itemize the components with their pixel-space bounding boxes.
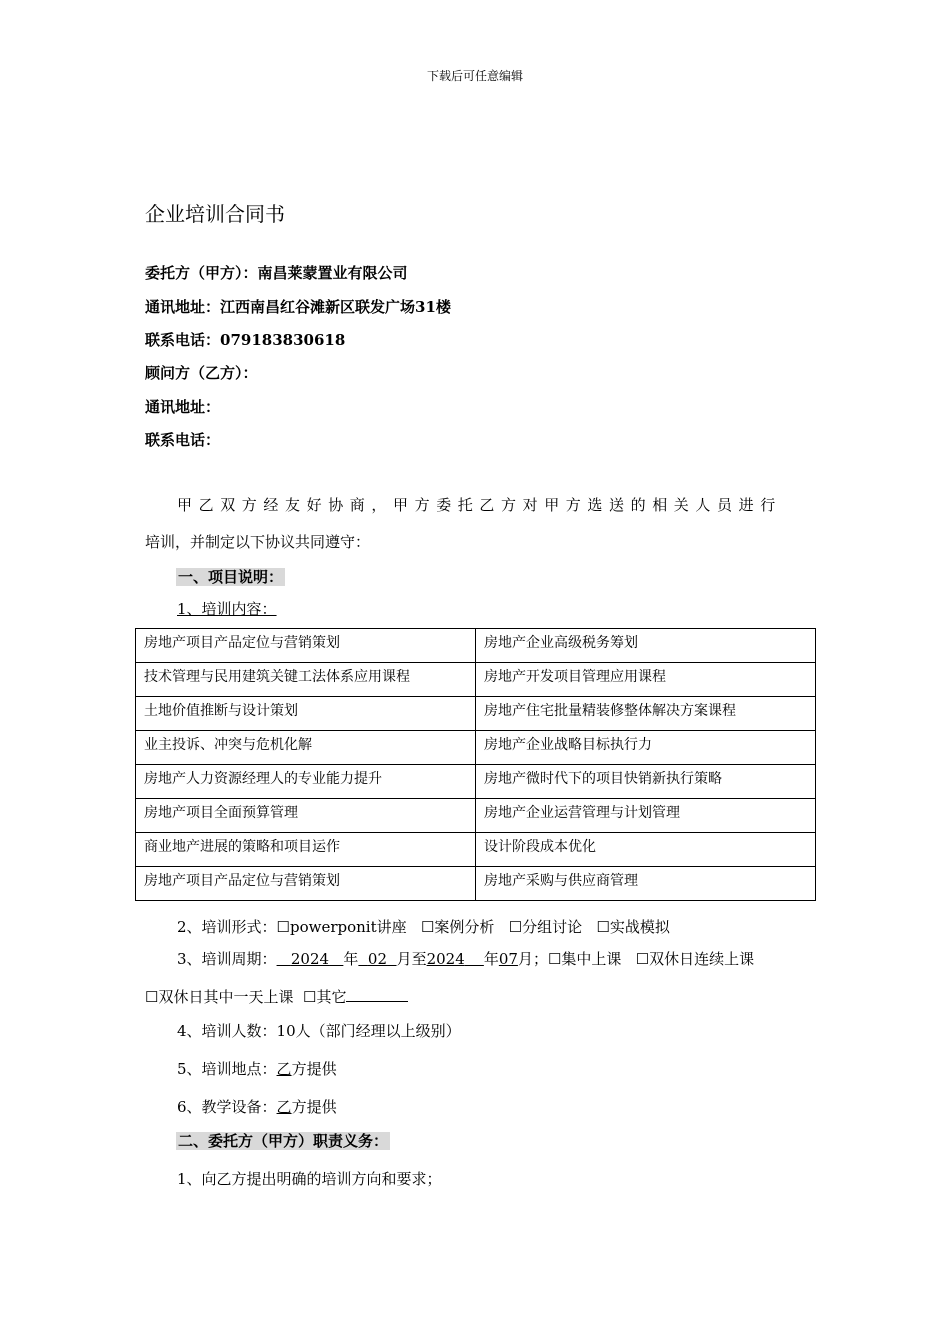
training-count: 4、培训人数：10人（部门经理以上级别） [177, 1022, 461, 1040]
section-1-heading-wrap [176, 566, 285, 587]
training-period-line [177, 948, 754, 969]
party-b-address-label: 通讯地址： [145, 398, 221, 416]
party-a-address-line [145, 296, 451, 317]
course-cell: 房地产企业运营管理与计划管理 [476, 799, 816, 833]
checkbox-group-discussion[interactable]: ☐分组讨论 [508, 918, 583, 936]
year-char-1: 年 [343, 950, 359, 968]
course-row [136, 799, 816, 833]
training-location-rest: 方提供 [291, 1060, 337, 1078]
training-location-label: 5、培训地点： [177, 1060, 277, 1078]
training-content-label: 1、培训内容： [177, 600, 277, 618]
party-a-phone-label: 联系电话： [145, 331, 221, 349]
course-cell: 房地产企业战略目标执行力 [476, 731, 816, 765]
training-period-label: 3、培训周期： [177, 950, 277, 968]
course-cell: 业主投诉、冲突与危机化解 [136, 731, 476, 765]
party-a-phone: 079183830618 [220, 331, 346, 349]
party-a-name-line [145, 262, 408, 283]
party-a-address-label: 通讯地址： [145, 298, 221, 316]
year-char-2: 年 [483, 950, 499, 968]
teaching-equipment-label: 6、教学设备： [177, 1098, 277, 1116]
document-title: 企业培训合同书 [145, 202, 285, 226]
end-year: 2024 [426, 950, 465, 968]
checkbox-practical-simulation[interactable]: ☐实战模拟 [596, 918, 670, 936]
checkbox-weekend-both-days[interactable]: ☐双休日连续上课 [635, 950, 755, 968]
party-b-phone-label: 联系电话： [145, 431, 221, 449]
course-cell: 房地产微时代下的项目快销新执行策略 [476, 765, 816, 799]
party-a-phone-line [145, 329, 345, 350]
course-cell: 房地产人力资源经理人的专业能力提升 [136, 765, 476, 799]
page-header: 下载后可任意编辑 [426, 69, 523, 83]
section-2-item-1: 1、向乙方提出明确的培训方向和要求； [177, 1170, 442, 1188]
section-2-heading-wrap [176, 1130, 390, 1151]
course-cell: 房地产项目产品定位与营销策划 [136, 629, 476, 663]
section-1-heading: 一、项目说明： [178, 568, 284, 586]
month-end: 月； [517, 950, 548, 968]
training-period-line-2 [145, 986, 408, 1007]
checkbox-concentrated[interactable]: ☐集中上课 [547, 950, 622, 968]
checkbox-powerpoint[interactable]: ☐powerponit讲座 [276, 918, 407, 936]
course-cell: 房地产项目产品定位与营销策划 [136, 867, 476, 901]
course-cell: 商业地产进展的策略和项目运作 [136, 833, 476, 867]
course-cell: 房地产开发项目管理应用课程 [476, 663, 816, 697]
training-location-line [177, 1058, 337, 1079]
intro-line-1: 甲乙双方经友好协商，甲方委托乙方对甲方选送的相关人员进行 [177, 496, 782, 514]
course-row [136, 731, 816, 765]
start-year: 2024 [290, 950, 330, 968]
course-cell: 设计阶段成本优化 [476, 833, 816, 867]
party-b-name-label: 顾问方（乙方）： [145, 364, 258, 382]
course-row [136, 867, 816, 901]
course-cell: 技术管理与民用建筑关键工法体系应用课程 [136, 663, 476, 697]
party-a-name-label: 委托方（甲方）： [145, 264, 258, 282]
end-month: 07 [498, 950, 518, 968]
checkbox-case-analysis[interactable]: ☐案例分析 [420, 918, 495, 936]
course-row [136, 697, 816, 731]
section-2-heading: 二、委托方（甲方）职责义务： [178, 1132, 389, 1150]
start-month: 02 [367, 950, 388, 968]
training-form-line [177, 916, 670, 937]
course-row [136, 833, 816, 867]
month-to: 月至 [396, 950, 427, 968]
training-form-label: 2、培训形式： [177, 918, 277, 936]
intro-line-2: 培训，并制定以下协议共同遵守： [145, 533, 371, 551]
course-cell: 房地产采购与供应商管理 [476, 867, 816, 901]
course-row [136, 663, 816, 697]
course-table [135, 628, 816, 901]
checkbox-other[interactable]: ☐其它 [303, 988, 347, 1006]
teaching-equipment-rest: 方提供 [291, 1098, 337, 1116]
checkbox-weekend-one-day[interactable]: ☐双休日其中一天上课 [145, 988, 294, 1006]
other-blank[interactable] [346, 987, 408, 1002]
teaching-equipment-line [177, 1096, 337, 1117]
course-cell: 房地产项目全面预算管理 [136, 799, 476, 833]
course-cell: 土地价值推断与设计策划 [136, 697, 476, 731]
course-cell: 房地产企业高级税务筹划 [476, 629, 816, 663]
party-a-address: 江西南昌红谷滩新区联发广场31楼 [220, 298, 451, 316]
party-a-name: 南昌莱蒙置业有限公司 [257, 264, 408, 282]
training-location-party: 乙 [276, 1060, 292, 1078]
course-row [136, 629, 816, 663]
course-row [136, 765, 816, 799]
teaching-equipment-party: 乙 [276, 1098, 292, 1116]
course-cell: 房地产住宅批量精装修整体解决方案课程 [476, 697, 816, 731]
